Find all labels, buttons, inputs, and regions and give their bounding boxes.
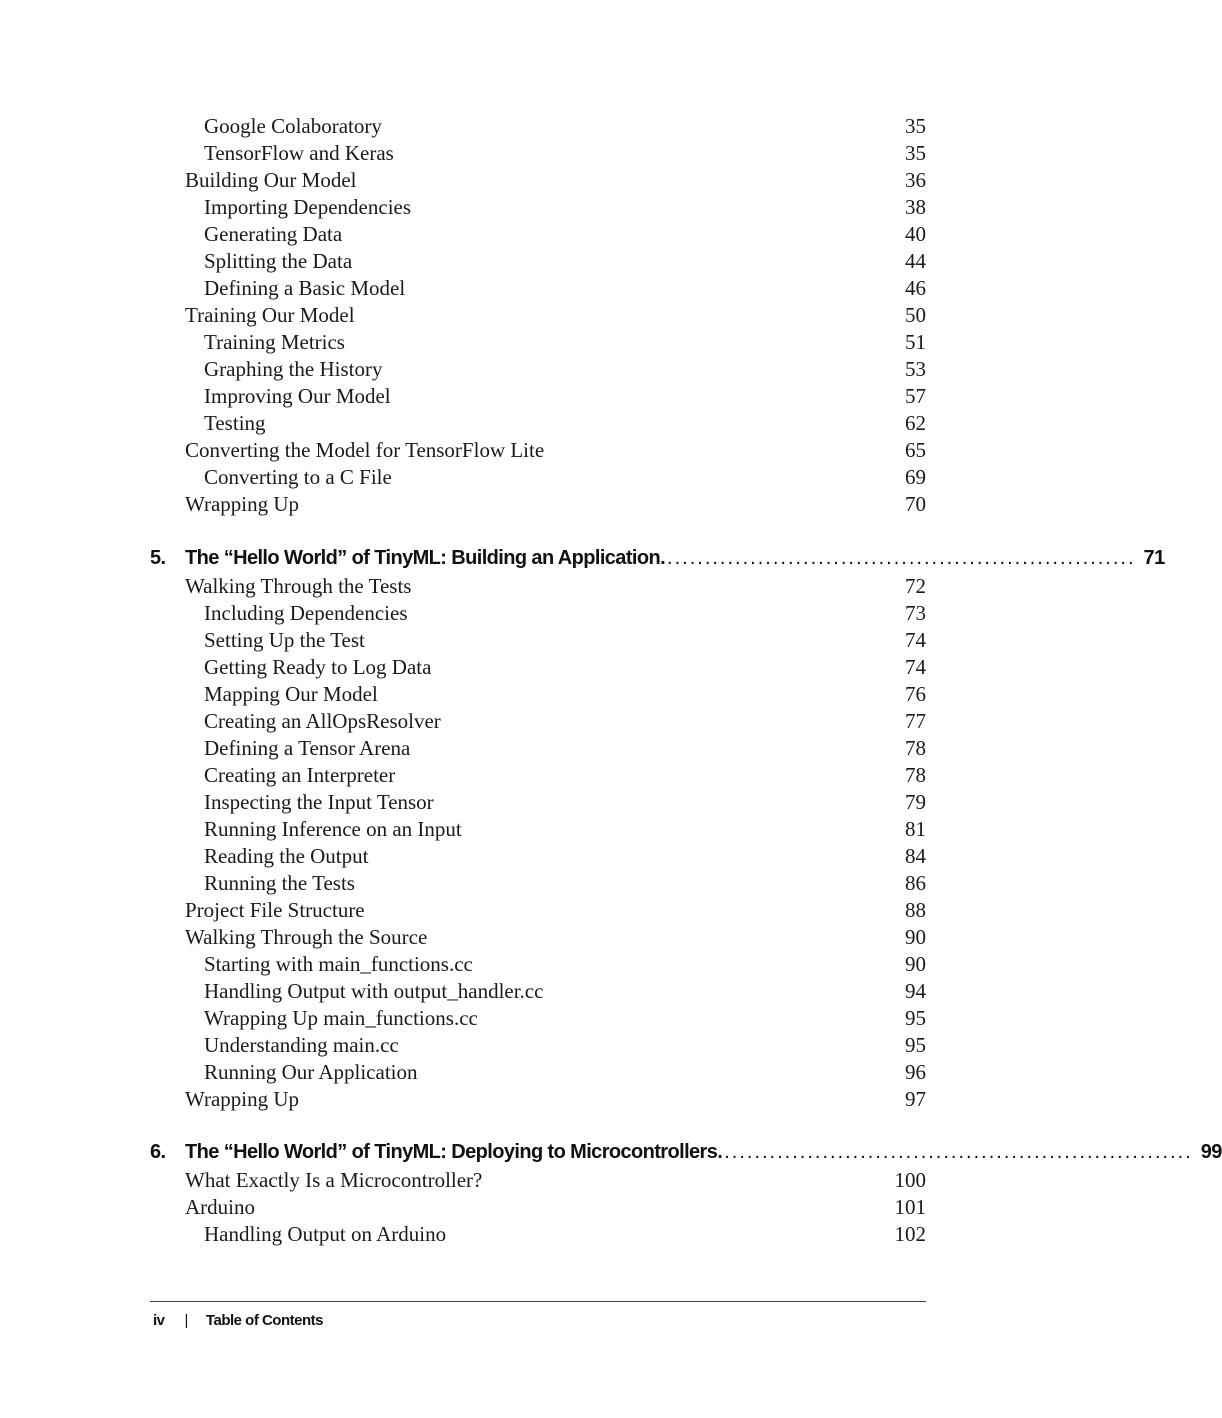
toc-entry-page: 95 — [905, 1033, 926, 1057]
footer-separator: | — [184, 1312, 188, 1329]
toc-entry-page: 35 — [905, 141, 926, 165]
toc-entry-page: 62 — [905, 411, 926, 435]
page-footer — [153, 1309, 323, 1333]
toc-entry[interactable] — [150, 897, 926, 924]
toc-entry[interactable] — [150, 1059, 926, 1086]
toc-entry[interactable] — [150, 978, 926, 1005]
toc-entry-page: 50 — [905, 303, 926, 327]
toc-entry-page: 73 — [905, 601, 926, 625]
toc-entry[interactable] — [150, 383, 926, 410]
toc-entry[interactable] — [150, 762, 926, 789]
toc-entry-title: Arduino — [185, 1195, 255, 1219]
toc-entry-title: Walking Through the Tests — [185, 574, 412, 598]
toc-entry-page: 86 — [905, 871, 926, 895]
toc-entry-page: 76 — [905, 682, 926, 706]
toc-entry-title: Handling Output on Arduino — [204, 1222, 447, 1246]
toc-entry-title: Wrapping Up main_functions.cc — [204, 1006, 478, 1030]
toc-entry-title: Creating an Interpreter — [204, 763, 396, 787]
toc-entry-page: 72 — [905, 574, 926, 598]
toc-entry[interactable] — [150, 464, 926, 491]
toc-entry-title: What Exactly Is a Microcontroller? — [185, 1168, 483, 1192]
toc-entry-page: 90 — [905, 925, 926, 949]
toc-entry-title: Training Metrics — [204, 330, 345, 354]
toc-entry-page: 88 — [905, 898, 926, 922]
toc-entry-page: 100 — [894, 1168, 926, 1192]
toc-entry[interactable] — [150, 708, 926, 735]
toc-entry-page: 51 — [905, 330, 926, 354]
toc-block-chapter-6 — [150, 1167, 926, 1248]
toc-entry[interactable] — [150, 1005, 926, 1032]
toc-entry-title: Splitting the Data — [204, 249, 353, 273]
toc-entry[interactable] — [150, 600, 926, 627]
toc-entry-title: Defining a Tensor Arena — [204, 736, 411, 760]
toc-entry-page: 79 — [905, 790, 926, 814]
toc-entry-page: 77 — [905, 709, 926, 733]
toc-entry-title: Wrapping Up — [185, 492, 300, 516]
chapter-page-number: 99 — [1200, 1141, 1222, 1163]
toc-entry-page: 95 — [905, 1006, 926, 1030]
toc-entry-page: 65 — [905, 438, 926, 462]
toc-entry[interactable] — [150, 275, 926, 302]
toc-entry-title: Including Dependencies — [204, 601, 408, 625]
toc-entry[interactable] — [150, 816, 926, 843]
toc-entry-title: Running Our Application — [204, 1060, 418, 1084]
chapter-page-number: 71 — [1143, 547, 1165, 569]
toc-entry-page: 44 — [905, 249, 926, 273]
chapter-title: The “Hello World” of TinyML: Building an Application. — [185, 547, 666, 569]
toc-entry-page: 94 — [905, 979, 926, 1003]
toc-entry-title: Creating an AllOpsResolver — [204, 709, 441, 733]
toc-entry-title: Handling Output with output_handler.cc — [204, 979, 544, 1003]
toc-entry[interactable] — [150, 113, 926, 140]
toc-entry-title: Running Inference on an Input — [204, 817, 462, 841]
toc-entry-title: Inspecting the Input Tensor — [204, 790, 434, 814]
toc-entry-page: 78 — [905, 763, 926, 787]
toc-entry-title: Wrapping Up — [185, 1087, 300, 1111]
toc-entry[interactable] — [150, 221, 926, 248]
toc-entry-page: 78 — [905, 736, 926, 760]
toc-entry-title: Reading the Output — [204, 844, 369, 868]
toc-entry-title: Mapping Our Model — [204, 682, 378, 706]
toc-entry-title: Graphing the History — [204, 357, 383, 381]
toc-entry[interactable] — [150, 1221, 926, 1248]
toc-entry-title: Project File Structure — [185, 898, 365, 922]
toc-entry-title: Setting Up the Test — [204, 628, 365, 652]
toc-entry-page: 70 — [905, 492, 926, 516]
toc-entry-title: Importing Dependencies — [204, 195, 412, 219]
toc-entry-title: Training Our Model — [185, 303, 355, 327]
toc-entry-title: Generating Data — [204, 222, 343, 246]
toc-block-chapter-4 — [150, 113, 926, 518]
toc-entry[interactable] — [150, 1167, 926, 1194]
toc-entry-page: 90 — [905, 952, 926, 976]
toc-entry[interactable] — [150, 1086, 926, 1113]
toc-entry[interactable] — [150, 329, 926, 356]
toc-entry-page: 101 — [894, 1195, 926, 1219]
toc-entry[interactable] — [150, 410, 926, 437]
toc-entry[interactable] — [150, 735, 926, 762]
toc-entry-page: 53 — [905, 357, 926, 381]
footer-rule — [150, 1301, 926, 1302]
toc-entry[interactable] — [150, 627, 926, 654]
chapter-number: 6. — [150, 1141, 166, 1163]
toc-entry-title: Testing — [204, 411, 266, 435]
chapter-5-heading — [150, 543, 1165, 573]
page-label: iv — [153, 1312, 165, 1329]
toc-entry-title: Walking Through the Source — [185, 925, 428, 949]
dot-leader: .............................................................. — [667, 547, 1136, 569]
toc-entry[interactable] — [150, 356, 926, 383]
toc-entry-page: 57 — [905, 384, 926, 408]
toc-entry[interactable] — [150, 951, 926, 978]
footer-section-title: Table of Contents — [205, 1312, 323, 1329]
toc-entry-title: Building Our Model — [185, 168, 357, 192]
toc-entry-title: Converting to a C File — [204, 465, 392, 489]
toc-entry-title: Starting with main_functions.cc — [204, 952, 473, 976]
toc-entry[interactable] — [150, 573, 926, 600]
toc-entry-title: TensorFlow and Keras — [204, 141, 394, 165]
toc-entry-title: Getting Ready to Log Data — [204, 655, 432, 679]
toc-entry-title: Improving Our Model — [204, 384, 391, 408]
toc-entry-page: 36 — [905, 168, 926, 192]
toc-entry-title: Google Colaboratory — [204, 114, 382, 138]
chapter-number: 5. — [150, 547, 166, 569]
toc-entry[interactable] — [150, 302, 926, 329]
toc-entry-page: 38 — [905, 195, 926, 219]
toc-entry[interactable] — [150, 789, 926, 816]
toc-entry[interactable] — [150, 1194, 926, 1221]
toc-entry[interactable] — [150, 870, 926, 897]
toc-entry-title: Converting the Model for TensorFlow Lite — [185, 438, 545, 462]
toc-entry[interactable] — [150, 167, 926, 194]
toc-block-chapter-5 — [150, 573, 926, 1113]
toc-entry-page: 40 — [905, 222, 926, 246]
toc-entry[interactable] — [150, 194, 926, 221]
toc-entry[interactable] — [150, 681, 926, 708]
toc-entry-title: Understanding main.cc — [204, 1033, 399, 1057]
toc-entry[interactable] — [150, 1032, 926, 1059]
toc-entry-page: 81 — [905, 817, 926, 841]
toc-entry-page: 74 — [905, 628, 926, 652]
toc-entry[interactable] — [150, 843, 926, 870]
toc-entry-page: 84 — [905, 844, 926, 868]
toc-entry-page: 74 — [905, 655, 926, 679]
toc-entry-title: Running the Tests — [204, 871, 355, 895]
toc-entry-page: 102 — [894, 1222, 926, 1246]
chapter-title: The “Hello World” of TinyML: Deploying to Microcontrollers. — [185, 1141, 723, 1163]
toc-entry[interactable] — [150, 248, 926, 275]
dot-leader: .............................................................. — [724, 1141, 1193, 1163]
toc-entry-page: 35 — [905, 114, 926, 138]
toc-entry[interactable] — [150, 491, 926, 518]
toc-entry-title: Defining a Basic Model — [204, 276, 406, 300]
toc-entry-page: 96 — [905, 1060, 926, 1084]
chapter-6-heading — [150, 1137, 1222, 1167]
toc-entry[interactable] — [150, 654, 926, 681]
toc-entry[interactable] — [150, 437, 926, 464]
toc-entry[interactable] — [150, 924, 926, 951]
toc-entry-page: 69 — [905, 465, 926, 489]
toc-entry[interactable] — [150, 140, 926, 167]
toc-entry-page: 46 — [905, 276, 926, 300]
toc-entry-page: 97 — [905, 1087, 926, 1111]
